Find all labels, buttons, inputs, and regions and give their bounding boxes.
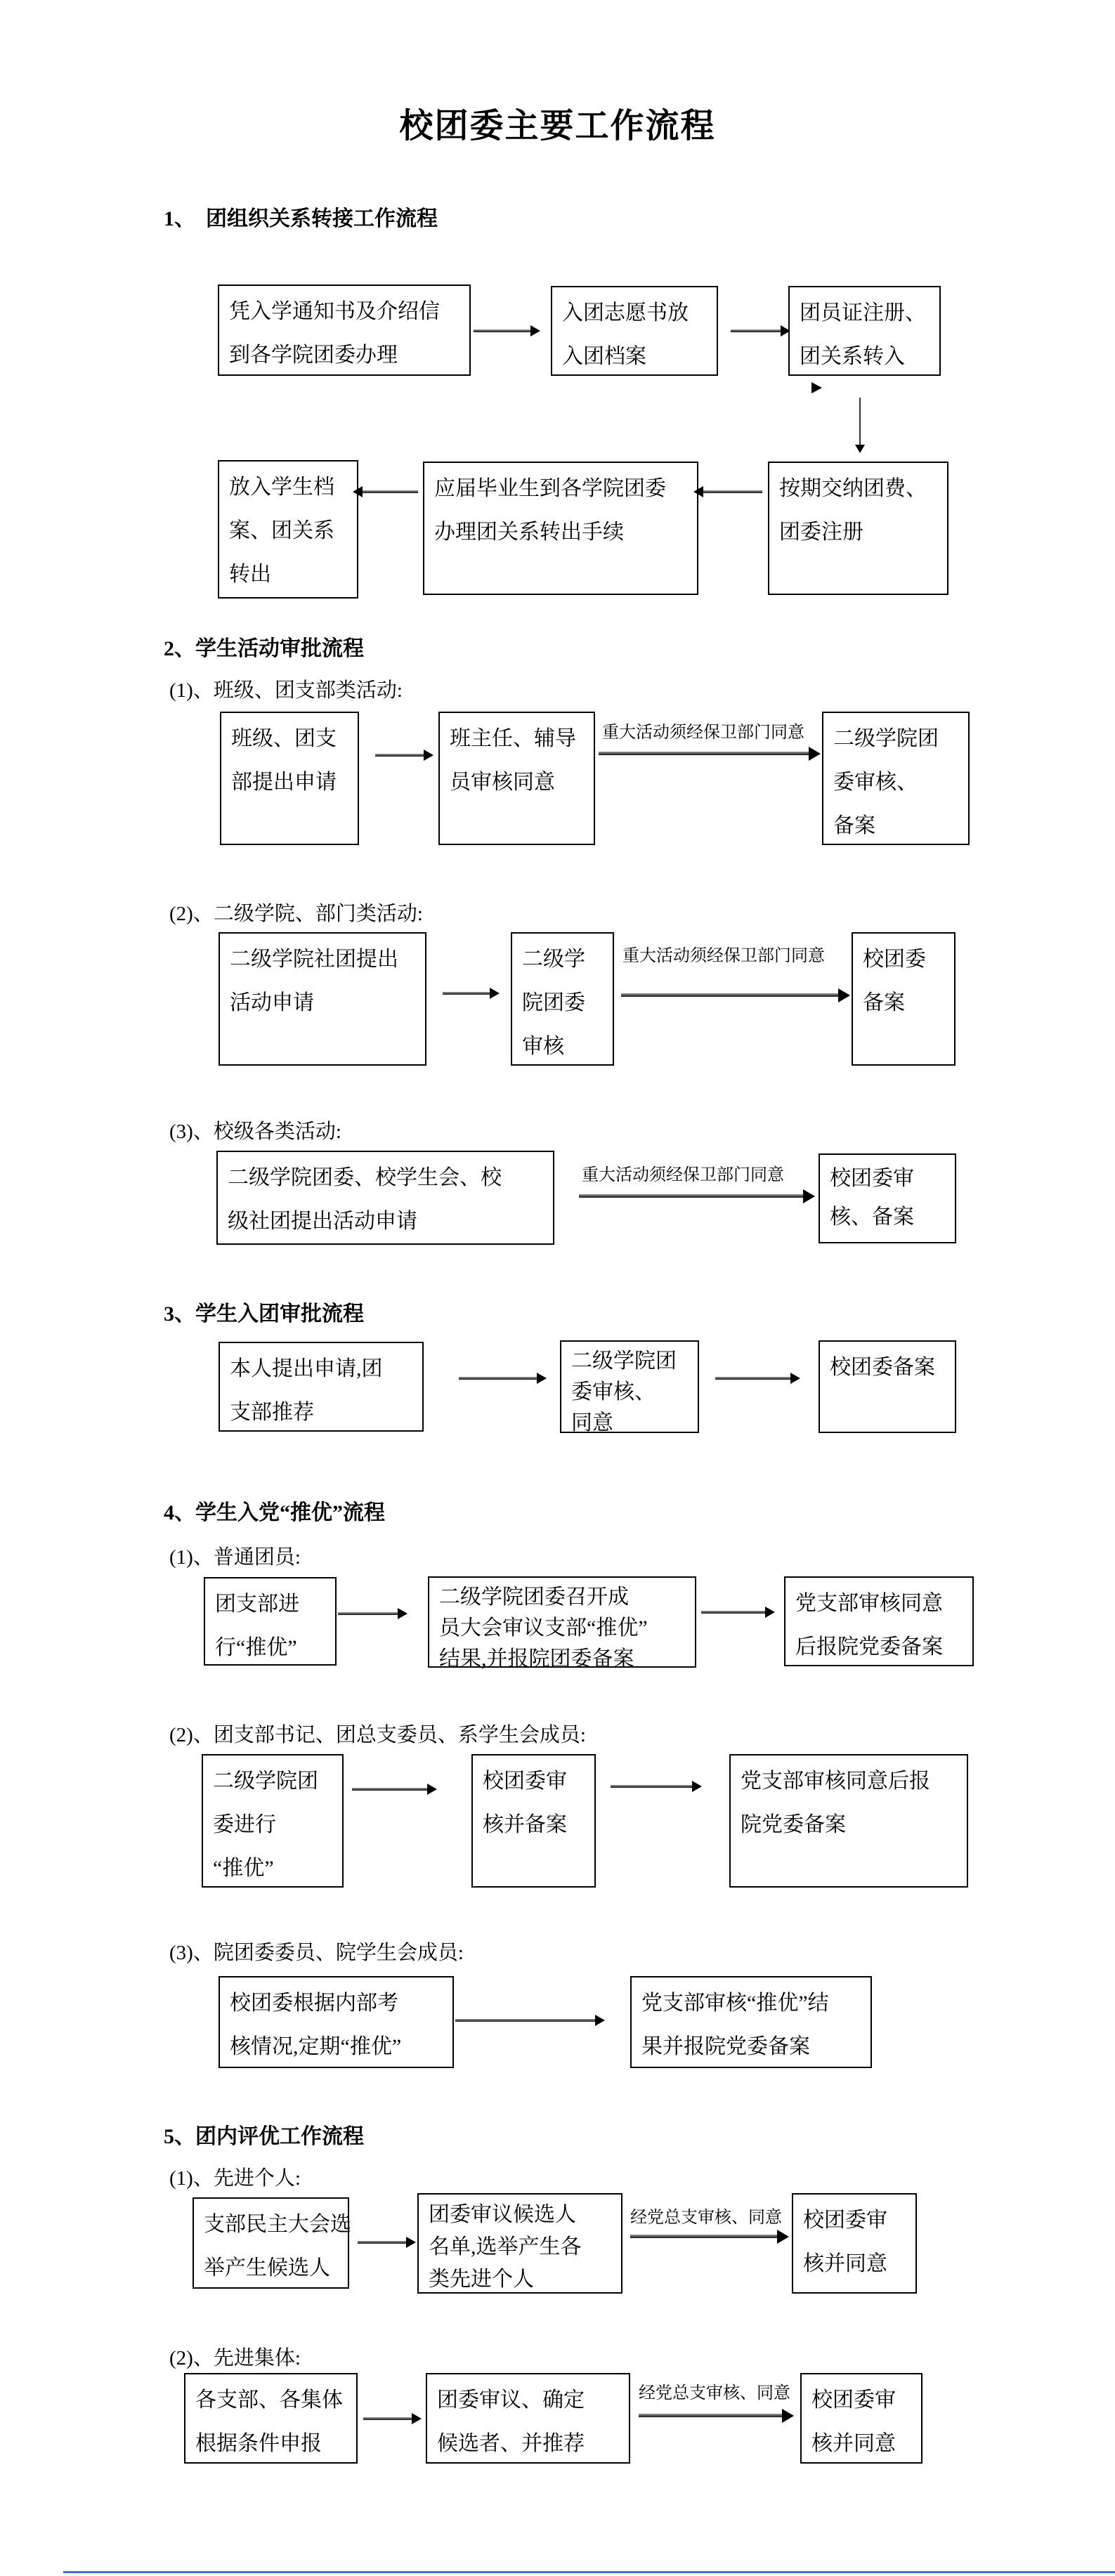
box-line: 结果,并报院团委备案: [439, 1647, 634, 1671]
box-committee-confirm-recommend: [426, 2373, 630, 2464]
box-line: 案、团关系: [229, 519, 334, 542]
arrow-left-icon: [362, 490, 418, 493]
box-line: 班级、团支: [231, 727, 337, 750]
box-college-congress-review: [428, 1576, 696, 1671]
section4-sub3-label: (3)、院团委委员、院学生会成员:: [169, 1942, 464, 1964]
page-title: 校团委主要工作流程: [399, 107, 716, 145]
box-line: 校团委: [863, 948, 926, 971]
box-line: 备案: [833, 814, 875, 837]
box-line: 委进行: [213, 1813, 276, 1836]
box-school-committee-approve: [792, 2193, 917, 2294]
arrow-label-security: 重大活动须经保卫部门同意: [602, 724, 804, 742]
box-college-review-approve: [560, 1340, 699, 1433]
section2-heading: 2、学生活动审批流程: [164, 637, 364, 660]
box-line: 支部民主大会选: [204, 2213, 351, 2236]
box-membership-file: [551, 286, 718, 376]
arrow-right-labeled-icon: [639, 2414, 783, 2417]
box-line: 备案: [863, 991, 905, 1014]
section2-sub2-label: (2)、二级学院、部门类活动:: [169, 903, 423, 925]
arrow-right-icon: [443, 992, 490, 995]
arrow-right-labeled-icon: [630, 2235, 778, 2238]
box-line: 类先进个人: [429, 2268, 534, 2291]
box-party-branch-review-result: [630, 1976, 872, 2068]
box-line: 团支部进: [215, 1593, 299, 1616]
box-line: 应届毕业生到各学院团委: [434, 477, 666, 500]
box-line: 活动申请: [230, 991, 314, 1014]
box-school-committee-record: [852, 932, 956, 1066]
arrow-right-icon: [455, 2019, 596, 2022]
box-school-internal-assess: [219, 1976, 454, 2068]
section4-sub2-label: (2)、团支部书记、团总支委员、系学生会成员:: [169, 1724, 586, 1746]
arrow-label-security: 重大活动须经保卫部门同意: [622, 947, 825, 965]
box-line: 名单,选举产生各: [429, 2235, 582, 2258]
arrow-right-icon: [338, 1612, 398, 1615]
box-line: 二级学: [522, 948, 585, 971]
box-line: 行“推优”: [215, 1636, 297, 1659]
box-college-committee-record: [822, 712, 970, 845]
box-line: 部提出申请: [231, 771, 337, 794]
box-school-committee-review-record: [819, 1153, 956, 1243]
box-line: 核并同意: [803, 2252, 887, 2275]
arrow-right-labeled-icon: [599, 752, 809, 755]
box-line: 核并同意: [811, 2432, 896, 2455]
box-line: 党支部审核同意后报: [741, 1770, 930, 1793]
box-line: 校团委备案: [830, 1356, 935, 1379]
box-line: 校团委审: [483, 1770, 567, 1793]
box-line: 同意: [571, 1411, 613, 1434]
box-line: 团委审议候选人: [429, 2203, 576, 2226]
box-line: 校团委审: [830, 1167, 914, 1190]
box-line: 二级学院团: [833, 727, 939, 750]
box-line: 核情况,定期“推优”: [230, 2035, 402, 2058]
section2-sub1-label: (1)、班级、团支部类活动:: [169, 679, 403, 702]
box-line: 核并备案: [483, 1813, 567, 1836]
box-line: 根据条件申报: [195, 2432, 322, 2455]
arrow-right-icon: [474, 329, 531, 332]
section1-heading: 1、 团组织关系转接工作流程: [164, 207, 438, 230]
box-college-committee-review: [511, 932, 614, 1066]
arrow-label-security: 重大活动须经保卫部门同意: [582, 1166, 784, 1184]
box-line: 党支部审核同意: [795, 1592, 943, 1615]
box-line: 入团档案: [562, 345, 646, 368]
box-branch-congress-elect: [193, 2197, 349, 2289]
box-school-committee-review: [471, 1754, 596, 1888]
small-right-triangle-icon: [811, 382, 822, 393]
arrow-left-icon: [703, 490, 762, 493]
box-line: 本人提出申请,团: [230, 1357, 383, 1380]
box-line: 团员证注册、: [800, 301, 926, 325]
section5-sub1-label: (1)、先进个人:: [169, 2167, 301, 2190]
box-party-branch-approve: [784, 1576, 974, 1666]
box-line: 核、备案: [830, 1205, 914, 1229]
box-college-club-apply: [219, 932, 426, 1066]
box-line: 员审核同意: [450, 771, 555, 794]
box-line: 班主任、辅导: [450, 727, 576, 750]
box-line: 委审核、: [833, 771, 918, 794]
section2-sub3-label: (3)、校级各类活动:: [169, 1120, 341, 1143]
arrow-down-icon: [859, 398, 861, 445]
box-college-committee-recommend: [202, 1754, 344, 1888]
box-line: 放入学生档: [229, 476, 334, 499]
box-line: 各支部、各集体: [195, 2388, 343, 2412]
section3-heading: 3、学生入团审批流程: [164, 1302, 364, 1326]
box-school-record: [819, 1340, 956, 1433]
section4-sub1-label: (1)、普通团员:: [169, 1546, 301, 1569]
box-line: 院团委: [522, 991, 585, 1014]
box-line: 二级学院团委、校学生会、校: [228, 1166, 502, 1189]
box-line: 凭入学通知书及介绍信: [229, 300, 440, 323]
box-branch-recommend: [204, 1577, 337, 1666]
box-line: 举产生候选人: [204, 2256, 330, 2280]
section5-heading: 5、团内评优工作流程: [164, 2125, 364, 2148]
box-line: 院党委备案: [741, 1813, 846, 1836]
box-line: 二级学院团委召开成: [439, 1586, 629, 1609]
arrow-right-icon: [358, 2241, 407, 2244]
box-register-transfer-in: [788, 286, 941, 376]
box-line: 审核: [522, 1035, 564, 1058]
arrow-right-icon: [375, 754, 424, 757]
arrow-right-icon: [611, 1785, 693, 1788]
box-teacher-review: [438, 712, 595, 845]
box-line: 二级学院团: [571, 1349, 677, 1373]
box-line: 委审核、: [571, 1380, 656, 1404]
arrow-right-icon: [701, 1611, 766, 1614]
arrow-right-labeled-icon: [579, 1194, 804, 1198]
box-line: 校团委根据内部考: [230, 1992, 398, 2015]
box-party-branch-approve: [729, 1754, 968, 1888]
box-line: 团委注册: [779, 521, 863, 544]
box-line: 校团委审: [811, 2388, 896, 2412]
box-pay-dues-register: [768, 462, 948, 595]
arrow-label-party: 经党总支审核、同意: [639, 2384, 790, 2402]
box-line: 候选者、并推荐: [437, 2432, 585, 2455]
box-line: 支部推荐: [230, 1401, 314, 1424]
box-admission-notice: [218, 285, 471, 376]
box-committee-review-elect: [417, 2193, 622, 2294]
box-line: “推优”: [213, 1857, 274, 1880]
box-class-branch-apply: [220, 712, 359, 845]
box-school-committee-approve: [800, 2373, 922, 2464]
box-line: 二级学院社团提出: [230, 948, 398, 971]
box-line: 党支部审核“推优”结: [641, 1992, 829, 2015]
box-line: 入团志愿书放: [562, 301, 689, 325]
box-line: 团关系转入: [800, 345, 905, 368]
box-student-archive-transfer-out: [218, 460, 358, 599]
box-branches-apply: [184, 2373, 358, 2464]
arrow-right-labeled-icon: [621, 993, 839, 997]
arrow-right-icon: [459, 1377, 537, 1380]
box-line: 按期交纳团费、: [779, 477, 927, 500]
section4-heading: 4、学生入党“推优”流程: [164, 1501, 385, 1524]
box-line: 员大会审议支部“推优”: [439, 1616, 648, 1640]
box-graduates-transfer-out: [423, 462, 698, 595]
box-line: 到各学院团委办理: [229, 344, 398, 367]
bottom-rule: [63, 2571, 1115, 2573]
arrow-right-icon: [352, 1788, 428, 1791]
box-school-level-apply: [216, 1151, 554, 1245]
box-personal-apply: [219, 1342, 424, 1432]
arrow-right-icon: [363, 2417, 412, 2420]
box-line: 转出: [229, 563, 271, 586]
box-line: 办理团关系转出手续: [434, 521, 624, 544]
arrow-label-party: 经党总支审核、同意: [630, 2209, 782, 2227]
box-line: 团委审议、确定: [437, 2388, 585, 2412]
section5-sub2-label: (2)、先进集体:: [169, 2347, 301, 2369]
arrow-right-icon: [731, 329, 781, 332]
box-line: 校团委审: [803, 2209, 887, 2232]
box-line: 级社团提出活动申请: [228, 1210, 417, 1233]
arrow-right-icon: [715, 1377, 791, 1380]
box-line: 果并报院党委备案: [641, 2035, 810, 2058]
box-line: 后报院党委备案: [795, 1635, 943, 1659]
box-line: 二级学院团: [213, 1770, 318, 1793]
